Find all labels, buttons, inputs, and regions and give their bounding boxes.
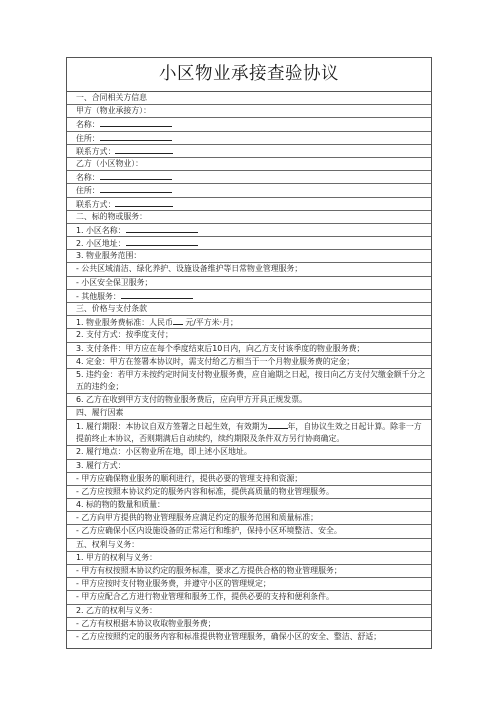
document-row — [67, 539, 431, 552]
document-row — [67, 605, 431, 618]
document-row — [67, 356, 431, 369]
document-row — [67, 473, 431, 486]
row-text: 1. 小区名称： — [76, 225, 126, 235]
document-row — [67, 92, 431, 105]
row-text: - 甲方应配合乙方进行物业管理和服务工作，提供必要的支持和便利条件。 — [76, 592, 334, 602]
document-row — [67, 552, 431, 565]
fill-in-blank — [126, 237, 198, 246]
row-text: 乙方（小区物业）： — [76, 158, 144, 168]
fill-in-blank — [268, 420, 288, 429]
row-text: 2. 乙方的权利与义务： — [76, 605, 158, 615]
fill-in-blank — [115, 198, 173, 207]
row-text: - 乙方应按照约定的服务内容和标准提供物业管理服务，确保小区的安全、整洁、舒适； — [76, 631, 382, 641]
row-text: 联系方式： — [76, 146, 116, 156]
row-text: 甲方（物业承接方）： — [76, 106, 151, 116]
document-row — [67, 591, 431, 604]
row-text: 名称： — [76, 120, 100, 130]
row-text: - 乙方向甲方提供的物业管理服务应满足约定的服务范围和质量标准； — [76, 513, 319, 523]
document-body — [67, 92, 431, 644]
document-row — [67, 369, 431, 394]
document-row — [67, 446, 431, 459]
fill-in-blank — [100, 184, 172, 193]
row-text: - 甲方应按时支付物业服务费，并遵守小区的管理规定； — [76, 579, 271, 589]
row-text: 住所： — [76, 186, 100, 196]
document-row — [67, 250, 431, 263]
document-row — [67, 316, 431, 329]
row-text: 五、权利与义务： — [76, 539, 140, 549]
document-row — [67, 499, 431, 512]
document-row — [67, 343, 431, 356]
row-text: 名称： — [76, 173, 100, 183]
row-text: 3. 支付条件：甲方应在每个季度结束后10日内，向乙方支付该季度的物业服务费； — [76, 343, 365, 353]
document-row — [67, 105, 431, 118]
row-text: 3. 履行方式： — [76, 460, 126, 470]
document-row — [67, 407, 431, 420]
document-row — [67, 237, 431, 250]
row-text: - 乙方有权根据本协议收取物业服务费； — [76, 618, 216, 628]
row-text: 1. 甲方的权利与义务： — [76, 552, 158, 562]
fill-in-blank — [115, 145, 173, 154]
document-row — [67, 184, 431, 197]
row-text: 1. 物业服务费标准：人民币 — [76, 318, 173, 328]
document-row — [67, 512, 431, 525]
document-row — [67, 145, 431, 158]
document-row — [67, 631, 431, 644]
document-row — [67, 486, 431, 499]
fill-in-blank — [100, 132, 172, 141]
row-text: 2. 支付方式：按季度支付； — [76, 330, 173, 340]
row-text: - 乙方应确保小区内设施设备的正常运行和维护，保持小区环境整洁、安全。 — [76, 526, 342, 536]
document-row — [67, 198, 431, 211]
row-text: - 甲方有权按照本协议约定的服务标准，要求乙方提供合格的物业管理服务； — [76, 566, 342, 575]
row-text: 二、标的物或服务： — [76, 211, 148, 221]
document-row — [67, 303, 431, 316]
document-row — [67, 277, 431, 290]
fill-in-blank — [100, 171, 172, 180]
document-row — [67, 460, 431, 473]
row-text: 住所： — [76, 133, 100, 143]
document-row — [67, 158, 431, 171]
row-text: 2. 履行地点：小区物业所在地，即上述小区地址。 — [76, 447, 252, 457]
row-text: - 小区安全保卫服务； — [76, 277, 153, 287]
fill-in-blank — [100, 118, 172, 127]
document-title: 小区物业承接查验协议 — [67, 58, 431, 92]
document-row — [67, 171, 431, 184]
document-row — [67, 263, 431, 276]
row-text: 4. 标的物的数量和质量： — [76, 500, 165, 510]
row-text: 联系方式： — [76, 199, 116, 209]
document-row — [67, 420, 431, 446]
document-row — [67, 290, 431, 303]
row-text: 5. 违约金：若甲方未按约定时间支付物业服务费，应自逾期之日起，按日向乙方支付欠缴金额千分之五的违约金； — [76, 369, 426, 391]
document-row — [67, 578, 431, 591]
document-row — [67, 618, 431, 631]
row-text: 4. 定金：甲方在签署本协议时，需支付给乙方相当于一个月物业服务费的定金； — [76, 356, 355, 366]
row-text: 6. 乙方在收到甲方支付的物业服务费后，应向甲方开具正规发票。 — [76, 394, 307, 404]
document-row — [67, 525, 431, 538]
row-text: 四、履行因素 — [76, 408, 124, 418]
row-text: 3. 物业服务范围： — [76, 251, 142, 261]
row-text: - 其他服务： — [76, 291, 121, 301]
row-text: - 乙方应按照本协议约定的服务内容和标准，提供高质量的物业管理服务。 — [76, 486, 334, 496]
row-text: 一、合同相关方信息 — [76, 93, 148, 102]
row-text: 1. 履行期限：本协议自双方签署之日起生效，有效期为 — [76, 422, 268, 432]
agreement-document — [66, 57, 432, 649]
row-text: 2. 小区地址： — [76, 239, 126, 249]
document-row — [67, 224, 431, 237]
document-row — [67, 211, 431, 224]
row-text-after: 元/平方米·月； — [182, 318, 238, 328]
row-text: - 甲方应确保物业服务的顺利进行，提供必要的管理支持和资源； — [76, 473, 303, 483]
fill-in-blank — [173, 316, 183, 325]
document-row — [67, 565, 431, 578]
document-row — [67, 132, 431, 145]
document-row — [67, 118, 431, 131]
document-row — [67, 394, 431, 407]
row-text: 三、价格与支付条款 — [76, 304, 148, 313]
row-text: - 公共区域清洁、绿化养护、设施设备维护等日常物业管理服务； — [76, 264, 303, 274]
row-text-after: 年，自协议生效之日起计算。除非一方提前终止本协议，否则期满后自动续约，续约期限及条件双方另行协商确定。 — [76, 422, 422, 444]
fill-in-blank — [126, 224, 198, 233]
fill-in-blank — [121, 290, 193, 299]
document-row — [67, 329, 431, 342]
